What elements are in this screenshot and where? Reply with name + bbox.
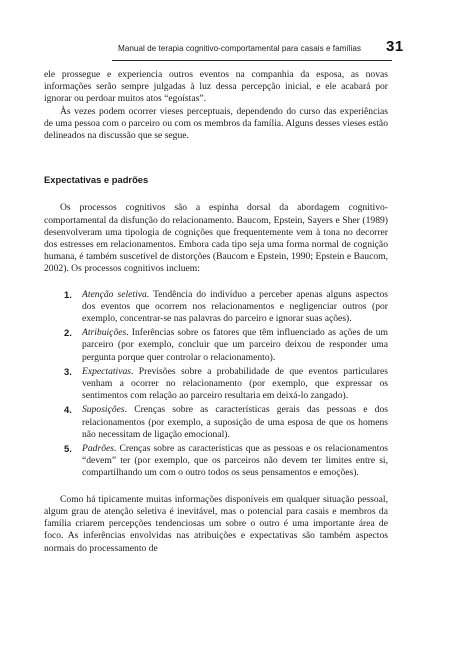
- list-item: [44, 289, 388, 326]
- running-header: Manual de terapia cognitivo-comportamental para casais e famílias: [118, 44, 362, 53]
- list-item-description: . Crenças sobre as características que as pessoas e os relacionamentos “devem” ter (por exemplo, que os parceiros não devem ter limites entre si, compartilhando um com o outro todos os seus pensamentos e emoções).: [82, 443, 388, 479]
- cognitive-processes-list: [44, 289, 388, 480]
- list-item-term: Padrões: [82, 443, 114, 455]
- list-item: [44, 366, 388, 403]
- list-item-number: 3.: [64, 365, 72, 377]
- list-item-term: Suposições: [82, 404, 125, 416]
- list-item-term: Atribuições: [82, 327, 127, 339]
- list-item-description: . Crenças sobre as características gerais das pessoas e dos relacionamentos (por exemplo, a suposição de uma esposa de que os homens não necessitam de ligação emocional).: [82, 404, 388, 440]
- list-item-text: [82, 366, 388, 403]
- paragraph-continuation: ele prossegue e experiencia outros eventos na companhia da esposa, as novas informações serão sempre julgadas à luz dessa percepção inicial, e ele acabará por ignorar ou perdoar muitos atos “egoístas”.: [44, 69, 388, 105]
- paragraph-closing: Como há tipicamente muitas informações disponíveis em qualquer situação pessoal, algum grau de atenção seletiva é inevitável, mas o potencial para casais e membros da família criarem percepções tendenciosas um sobre o outro é uma importante área de foco. As inferências envolvidas nas atribuições e expectativas são também aspectos normais do processamento de: [44, 493, 388, 554]
- header-rule: [112, 60, 392, 61]
- section-heading: Expectativas e padrões: [44, 174, 149, 186]
- list-item: [44, 404, 388, 441]
- list-item-text: [82, 443, 388, 480]
- list-item: [44, 327, 388, 364]
- list-item-term: Atenção seletiva: [82, 288, 147, 300]
- list-item-number: 4.: [64, 404, 72, 416]
- list-item: [44, 443, 388, 480]
- paragraph-intro: Os processos cognitivos são a espinha dorsal da abordagem cognitivo-comportamental da disfunção do relacionamento. Baucom, Epstein, Sayers e Sher (1989) desenvolveram uma tipologia de cognições que frequentemente vem à tona no decorrer dos estresses em relacionamentos. Embora cada tipo seja uma forma normal de cognição humana, é também suscetível de distorções (Baucom e Epstein, 1990; Epstein e Baucom, 2002). Os processos cognitivos incluem:: [44, 202, 388, 275]
- list-item-text: [82, 327, 388, 364]
- page-body: [44, 69, 388, 555]
- list-item-description: . Tendência do indivíduo a perceber apenas alguns aspectos dos eventos que ocorrem nos relacionamentos e negligenciar outros (por exemplo, concentrar-se nas palavras do parceiro e ignorar suas ações).: [82, 288, 388, 325]
- list-item-description: . Previsões sobre a probabilidade de que eventos particulares venham a ocorrer no relacionamento (por exemplo, que expressar os sentimentos com relação ao parceiro resultaria em deixá-lo zangado).: [82, 365, 388, 402]
- list-item-number: 2.: [64, 327, 72, 339]
- list-item-number: 5.: [64, 443, 72, 455]
- list-item-number: 1.: [64, 288, 72, 300]
- paragraph-perceptual-biases: Às vezes podem ocorrer vieses perceptuais, dependendo do curso das experiências de uma pessoa com o parceiro ou com os membros da família. Alguns desses vieses estão delineados na discussão que se segue.: [44, 105, 388, 142]
- list-item-term: Expectativas: [82, 365, 132, 377]
- list-item-description: . Inferências sobre os fatores que têm influenciado as ações de um parceiro (por exemplo, concluir que um parceiro deixou de responder uma pergunta porque quer controlar o relacionamento).: [82, 327, 388, 363]
- list-item-text: [82, 289, 388, 326]
- page-number: 31: [386, 38, 404, 55]
- list-item-text: [82, 404, 388, 441]
